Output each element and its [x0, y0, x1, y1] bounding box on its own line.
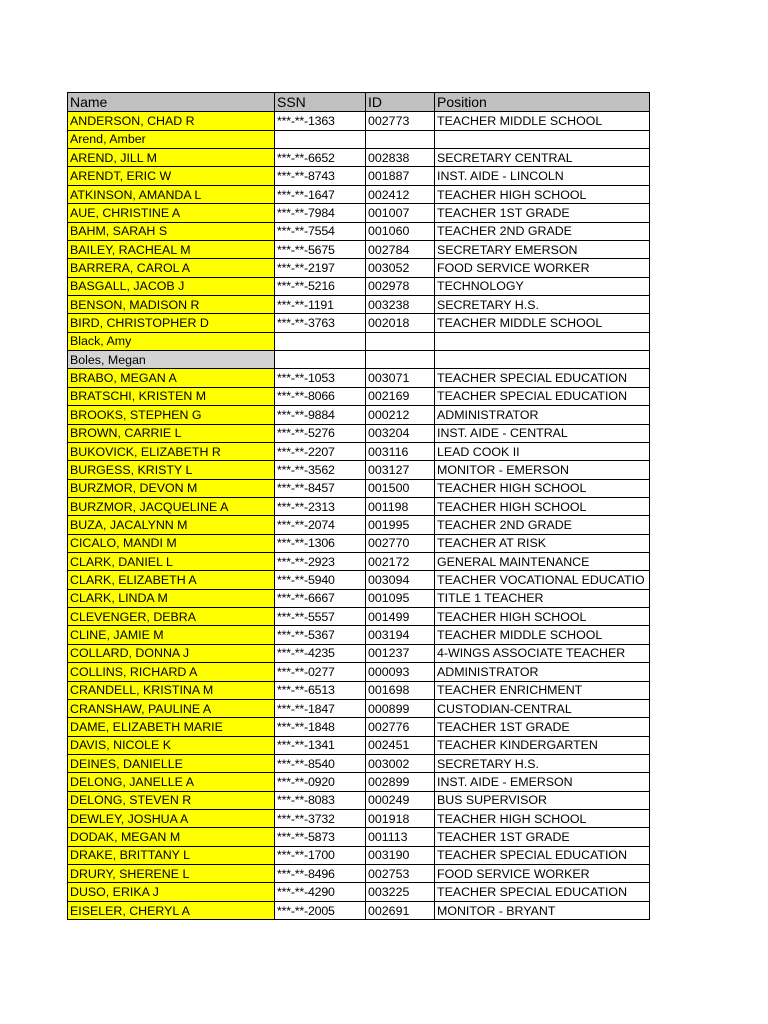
cell-name: CLEVENGER, DEBRA: [68, 608, 275, 626]
table-row: [68, 149, 650, 167]
cell-id: 001095: [366, 589, 435, 607]
cell-ssn: ***-**-9884: [275, 406, 366, 424]
cell-name: BURZMOR, JACQUELINE A: [68, 497, 275, 515]
cell-ssn: ***-**-8457: [275, 479, 366, 497]
cell-ssn: ***-**-1647: [275, 185, 366, 203]
cell-ssn: ***-**-2207: [275, 442, 366, 460]
cell-name: CRANSHAW, PAULINE A: [68, 699, 275, 717]
table-row: [68, 185, 650, 203]
cell-position: TEACHER HIGH SCHOOL: [435, 608, 650, 626]
cell-id: 000899: [366, 699, 435, 717]
cell-id: 001500: [366, 479, 435, 497]
cell-id: 002412: [366, 185, 435, 203]
header-row: [68, 93, 650, 112]
cell-name: COLLINS, RICHARD A: [68, 663, 275, 681]
cell-position: INST. AIDE - EMERSON: [435, 773, 650, 791]
cell-ssn: ***-**-8496: [275, 865, 366, 883]
cell-name: AUE, CHRISTINE A: [68, 204, 275, 222]
cell-position: TEACHER SPECIAL EDUCATION: [435, 387, 650, 405]
cell-ssn: ***-**-8066: [275, 387, 366, 405]
cell-ssn: ***-**-4290: [275, 883, 366, 901]
cell-name: Arend, Amber: [68, 130, 275, 148]
cell-ssn: ***-**-6513: [275, 681, 366, 699]
cell-ssn: ***-**-5367: [275, 626, 366, 644]
cell-id: 002172: [366, 553, 435, 571]
cell-ssn: ***-**-1053: [275, 369, 366, 387]
cell-name: BIRD, CHRISTOPHER D: [68, 314, 275, 332]
cell-name: BURGESS, KRISTY L: [68, 461, 275, 479]
cell-id: 001887: [366, 167, 435, 185]
cell-ssn: ***-**-3732: [275, 810, 366, 828]
table-row: [68, 442, 650, 460]
cell-name: DEWLEY, JOSHUA A: [68, 810, 275, 828]
cell-name: DODAK, MEGAN M: [68, 828, 275, 846]
cell-ssn: ***-**-3763: [275, 314, 366, 332]
cell-position: FOOD SERVICE WORKER: [435, 259, 650, 277]
cell-position: TEACHER VOCATIONAL EDUCATIO: [435, 571, 650, 589]
table-row: [68, 277, 650, 295]
cell-id: 003225: [366, 883, 435, 901]
table-row: [68, 626, 650, 644]
cell-position: CUSTODIAN-CENTRAL: [435, 699, 650, 717]
table-row: [68, 589, 650, 607]
cell-position: TEACHER 1ST GRADE: [435, 204, 650, 222]
cell-position: FOOD SERVICE WORKER: [435, 865, 650, 883]
cell-id: 003238: [366, 295, 435, 313]
cell-ssn: ***-**-2005: [275, 901, 366, 919]
cell-position: TEACHER MIDDLE SCHOOL: [435, 626, 650, 644]
cell-name: DAME, ELIZABETH MARIE: [68, 718, 275, 736]
cell-id: 001918: [366, 810, 435, 828]
cell-ssn: ***-**-5216: [275, 277, 366, 295]
cell-position: TEACHER HIGH SCHOOL: [435, 185, 650, 203]
cell-ssn: [275, 332, 366, 350]
cell-id: 003190: [366, 846, 435, 864]
cell-ssn: ***-**-2313: [275, 497, 366, 515]
cell-ssn: ***-**-2074: [275, 516, 366, 534]
table-row: [68, 351, 650, 369]
cell-name: BASGALL, JACOB J: [68, 277, 275, 295]
cell-id: 000249: [366, 791, 435, 809]
table-row: [68, 424, 650, 442]
table-row: [68, 553, 650, 571]
cell-position: TEACHER 1ST GRADE: [435, 828, 650, 846]
cell-name: DELONG, STEVEN R: [68, 791, 275, 809]
table-row: [68, 406, 650, 424]
table-row: [68, 516, 650, 534]
cell-position: MONITOR - EMERSON: [435, 461, 650, 479]
cell-name: BAHM, SARAH S: [68, 222, 275, 240]
cell-position: 4-WINGS ASSOCIATE TEACHER: [435, 644, 650, 662]
cell-ssn: ***-**-6667: [275, 589, 366, 607]
cell-name: DRURY, SHERENE L: [68, 865, 275, 883]
table-row: [68, 167, 650, 185]
cell-id: 002770: [366, 534, 435, 552]
cell-id: 002773: [366, 112, 435, 130]
cell-name: DEINES, DANIELLE: [68, 754, 275, 772]
cell-ssn: ***-**-1341: [275, 736, 366, 754]
table-row: [68, 534, 650, 552]
table-row: [68, 865, 650, 883]
cell-name: BUZA, JACALYNN M: [68, 516, 275, 534]
cell-name: ATKINSON, AMANDA L: [68, 185, 275, 203]
cell-id: 002753: [366, 865, 435, 883]
table-row: [68, 295, 650, 313]
cell-ssn: ***-**-4235: [275, 644, 366, 662]
cell-ssn: ***-**-1363: [275, 112, 366, 130]
table-row: [68, 259, 650, 277]
cell-id: 003116: [366, 442, 435, 460]
cell-position: TEACHER HIGH SCHOOL: [435, 497, 650, 515]
cell-position: INST. AIDE - CENTRAL: [435, 424, 650, 442]
cell-position: TECHNOLOGY: [435, 277, 650, 295]
cell-id: 001007: [366, 204, 435, 222]
cell-position: TEACHER AT RISK: [435, 534, 650, 552]
cell-id: 002691: [366, 901, 435, 919]
cell-id: 000093: [366, 663, 435, 681]
cell-ssn: ***-**-0277: [275, 663, 366, 681]
header-ssn: SSN: [275, 93, 366, 112]
cell-id: 001499: [366, 608, 435, 626]
table-row: [68, 497, 650, 515]
table-row: [68, 112, 650, 130]
table-row: [68, 828, 650, 846]
cell-position: TEACHER 2ND GRADE: [435, 222, 650, 240]
cell-id: 003094: [366, 571, 435, 589]
cell-ssn: ***-**-5276: [275, 424, 366, 442]
cell-position: TEACHER HIGH SCHOOL: [435, 479, 650, 497]
cell-position: ADMINISTRATOR: [435, 663, 650, 681]
cell-name: CLARK, LINDA M: [68, 589, 275, 607]
table-row: [68, 901, 650, 919]
cell-ssn: ***-**-1191: [275, 295, 366, 313]
table-row: [68, 791, 650, 809]
cell-ssn: ***-**-5940: [275, 571, 366, 589]
cell-position: TEACHER 2ND GRADE: [435, 516, 650, 534]
table-row: [68, 883, 650, 901]
cell-name: ARENDT, ERIC W: [68, 167, 275, 185]
table-row: [68, 461, 650, 479]
cell-id: 003127: [366, 461, 435, 479]
cell-id: 002018: [366, 314, 435, 332]
cell-ssn: ***-**-1847: [275, 699, 366, 717]
cell-position: INST. AIDE - LINCOLN: [435, 167, 650, 185]
cell-id: 003194: [366, 626, 435, 644]
table-row: [68, 810, 650, 828]
header-id: ID: [366, 93, 435, 112]
cell-ssn: ***-**-5675: [275, 240, 366, 258]
cell-id: 002838: [366, 149, 435, 167]
cell-position: TEACHER SPECIAL EDUCATION: [435, 883, 650, 901]
cell-name: BRATSCHI, KRISTEN M: [68, 387, 275, 405]
cell-position: TEACHER HIGH SCHOOL: [435, 810, 650, 828]
table-row: [68, 754, 650, 772]
cell-name: Black, Amy: [68, 332, 275, 350]
cell-id: 002451: [366, 736, 435, 754]
cell-name: BRABO, MEGAN A: [68, 369, 275, 387]
cell-name: CLARK, DANIEL L: [68, 553, 275, 571]
cell-id: 003002: [366, 754, 435, 772]
cell-name: BARRERA, CAROL A: [68, 259, 275, 277]
table-row: [68, 644, 650, 662]
table-row: [68, 479, 650, 497]
cell-position: TEACHER MIDDLE SCHOOL: [435, 112, 650, 130]
table-row: [68, 681, 650, 699]
cell-position: TEACHER KINDERGARTEN: [435, 736, 650, 754]
cell-ssn: ***-**-8540: [275, 754, 366, 772]
cell-position: SECRETARY H.S.: [435, 754, 650, 772]
cell-name: Boles, Megan: [68, 351, 275, 369]
table-row: [68, 130, 650, 148]
cell-position: TITLE 1 TEACHER: [435, 589, 650, 607]
cell-id: 001237: [366, 644, 435, 662]
cell-ssn: [275, 351, 366, 369]
table-body: [68, 112, 650, 920]
cell-position: SECRETARY CENTRAL: [435, 149, 650, 167]
cell-name: BURZMOR, DEVON M: [68, 479, 275, 497]
cell-name: BUKOVICK, ELIZABETH R: [68, 442, 275, 460]
cell-name: CRANDELL, KRISTINA M: [68, 681, 275, 699]
cell-id: 001198: [366, 497, 435, 515]
cell-id: 001698: [366, 681, 435, 699]
cell-position: BUS SUPERVISOR: [435, 791, 650, 809]
table-row: [68, 204, 650, 222]
cell-id: 003052: [366, 259, 435, 277]
cell-position: LEAD COOK II: [435, 442, 650, 460]
table-row: [68, 240, 650, 258]
cell-id: 003204: [366, 424, 435, 442]
table-row: [68, 571, 650, 589]
cell-id: 000212: [366, 406, 435, 424]
cell-id: [366, 332, 435, 350]
cell-ssn: ***-**-7984: [275, 204, 366, 222]
cell-name: DRAKE, BRITTANY L: [68, 846, 275, 864]
table-row: [68, 846, 650, 864]
cell-id: 002978: [366, 277, 435, 295]
cell-ssn: ***-**-7554: [275, 222, 366, 240]
table-row: [68, 773, 650, 791]
cell-ssn: ***-**-6652: [275, 149, 366, 167]
table-row: [68, 608, 650, 626]
cell-name: COLLARD, DONNA J: [68, 644, 275, 662]
cell-ssn: ***-**-5873: [275, 828, 366, 846]
cell-id: 002776: [366, 718, 435, 736]
cell-name: DUSO, ERIKA J: [68, 883, 275, 901]
table-row: [68, 369, 650, 387]
table-row: [68, 387, 650, 405]
cell-position: TEACHER 1ST GRADE: [435, 718, 650, 736]
cell-position: MONITOR - BRYANT: [435, 901, 650, 919]
cell-id: [366, 351, 435, 369]
table-row: [68, 718, 650, 736]
cell-name: DAVIS, NICOLE K: [68, 736, 275, 754]
header-position: Position: [435, 93, 650, 112]
cell-id: 001060: [366, 222, 435, 240]
cell-name: DELONG, JANELLE A: [68, 773, 275, 791]
cell-id: 002784: [366, 240, 435, 258]
cell-name: BROWN, CARRIE L: [68, 424, 275, 442]
cell-ssn: ***-**-8083: [275, 791, 366, 809]
cell-name: ANDERSON, CHAD R: [68, 112, 275, 130]
cell-position: SECRETARY H.S.: [435, 295, 650, 313]
cell-position: [435, 130, 650, 148]
table-row: [68, 736, 650, 754]
cell-id: 001995: [366, 516, 435, 534]
cell-id: 003071: [366, 369, 435, 387]
cell-id: 001113: [366, 828, 435, 846]
table-row: [68, 314, 650, 332]
cell-name: CLINE, JAMIE M: [68, 626, 275, 644]
table-row: [68, 332, 650, 350]
table-row: [68, 699, 650, 717]
cell-position: TEACHER SPECIAL EDUCATION: [435, 846, 650, 864]
cell-name: CLARK, ELIZABETH A: [68, 571, 275, 589]
cell-name: BENSON, MADISON R: [68, 295, 275, 313]
cell-name: AREND, JILL M: [68, 149, 275, 167]
cell-position: TEACHER MIDDLE SCHOOL: [435, 314, 650, 332]
cell-ssn: ***-**-2923: [275, 553, 366, 571]
cell-position: [435, 332, 650, 350]
cell-ssn: ***-**-5557: [275, 608, 366, 626]
cell-id: [366, 130, 435, 148]
table-row: [68, 663, 650, 681]
cell-position: TEACHER SPECIAL EDUCATION: [435, 369, 650, 387]
cell-position: ADMINISTRATOR: [435, 406, 650, 424]
cell-position: [435, 351, 650, 369]
cell-position: GENERAL MAINTENANCE: [435, 553, 650, 571]
cell-ssn: ***-**-8743: [275, 167, 366, 185]
cell-ssn: ***-**-0920: [275, 773, 366, 791]
cell-ssn: ***-**-1700: [275, 846, 366, 864]
cell-ssn: ***-**-3562: [275, 461, 366, 479]
cell-id: 002899: [366, 773, 435, 791]
cell-ssn: ***-**-1848: [275, 718, 366, 736]
cell-position: SECRETARY EMERSON: [435, 240, 650, 258]
staff-table: [67, 92, 650, 920]
table-row: [68, 222, 650, 240]
cell-ssn: ***-**-2197: [275, 259, 366, 277]
cell-name: CICALO, MANDI M: [68, 534, 275, 552]
cell-id: 002169: [366, 387, 435, 405]
cell-position: TEACHER ENRICHMENT: [435, 681, 650, 699]
cell-name: BAILEY, RACHEAL M: [68, 240, 275, 258]
cell-name: BROOKS, STEPHEN G: [68, 406, 275, 424]
header-name: Name: [68, 93, 275, 112]
cell-ssn: [275, 130, 366, 148]
cell-name: EISELER, CHERYL A: [68, 901, 275, 919]
cell-ssn: ***-**-1306: [275, 534, 366, 552]
